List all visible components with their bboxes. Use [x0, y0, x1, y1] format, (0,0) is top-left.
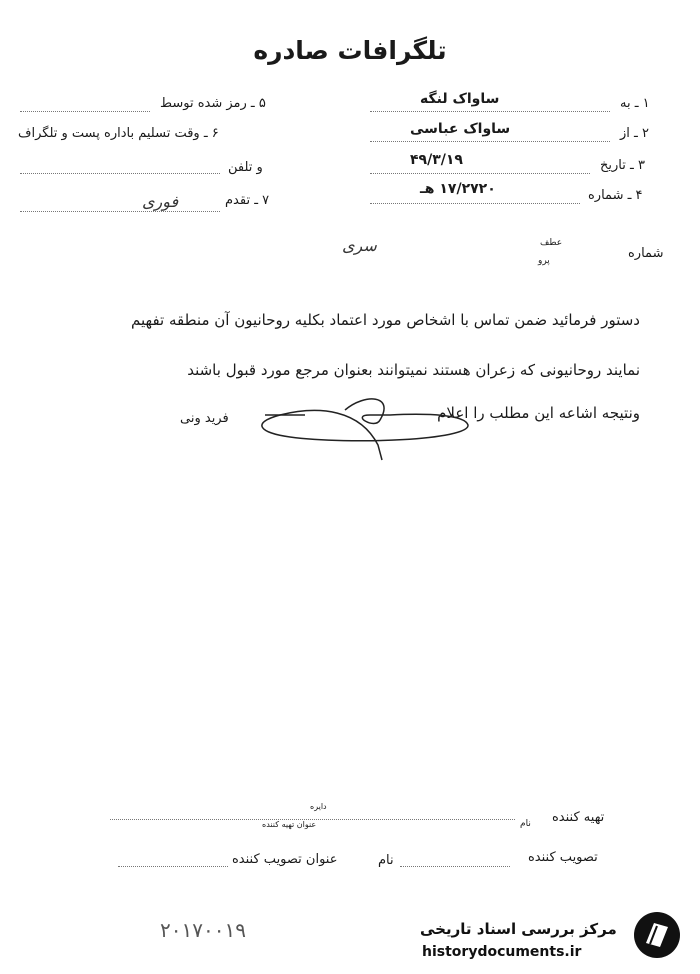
approved-title-label: عنوان تصویب کننده	[232, 852, 338, 867]
to-value: ساواک لنگه	[420, 91, 500, 107]
shomareh-sub1: عطف	[540, 238, 563, 248]
number-label: ۴ ـ شماره	[588, 188, 643, 203]
dayereh-label: دایره	[310, 802, 327, 811]
to-label: ۱ ـ به	[620, 96, 650, 111]
priority-label: ۷ ـ تقدم	[225, 193, 270, 208]
phone-line	[20, 172, 220, 174]
date-value: ۴۹/۳/۱۹	[410, 152, 463, 168]
from-label: ۲ ـ از	[620, 126, 649, 141]
approved-name-line	[400, 865, 510, 867]
body-line-1: دستور فرمائید ضمن تماس با اشخاص مورد اعتماد بکلیه روحانیون آن منطقه تفهیم	[131, 311, 640, 329]
body-line-3: ونتیجه اشاعه این مطلب را اعلام	[437, 404, 640, 422]
prepared-title-label: عنوان تهیه کننده	[262, 820, 317, 829]
body-line-2: نمایند روحانیونی که زعران هستند نمیتوانند بعنوان مرجع مورد قبول باشند	[187, 361, 640, 379]
prepared-name-label: نام	[520, 819, 531, 829]
document-title: تلگرافات صادره	[253, 36, 447, 65]
shomareh-sub2: پرو	[538, 256, 550, 266]
shomareh-label: شماره	[628, 246, 664, 261]
delivery-time-label: ۶ ـ وقت تسلیم باداره پست و تلگراف	[18, 126, 219, 141]
from-line	[370, 140, 610, 142]
encoded-by-label: ۵ ـ رمز شده توسط	[160, 96, 266, 111]
signer-name: فرید ونی	[180, 411, 229, 426]
priority-line	[20, 210, 220, 212]
prepared-by-label: تهیه کننده	[552, 810, 605, 825]
handwritten-signature	[230, 385, 490, 465]
from-value: ساواک عباسی	[410, 121, 511, 137]
number-value: ۱۷/۲۷۲۰ هـ	[420, 181, 496, 197]
approved-name-label: نام	[378, 853, 394, 868]
archive-logo-icon	[632, 910, 682, 960]
priority-value: فوری	[142, 192, 179, 211]
date-line	[370, 172, 590, 174]
encoded-by-line	[20, 110, 150, 112]
approved-by-label: تصویب کننده	[528, 850, 598, 865]
watermark-title: مرکز بررسی اسناد تاریخی	[420, 920, 617, 938]
classification-value: سری	[342, 236, 377, 255]
archive-stamp-number: ۲۰۱۷۰۰۱۹	[160, 918, 246, 942]
watermark-url: historydocuments.ir	[422, 944, 582, 960]
to-line	[370, 110, 610, 112]
number-line	[370, 202, 580, 204]
approved-title-line	[118, 865, 228, 867]
phone-label: و تلفن	[228, 160, 263, 175]
date-label: ۳ ـ تاریخ	[600, 158, 645, 173]
